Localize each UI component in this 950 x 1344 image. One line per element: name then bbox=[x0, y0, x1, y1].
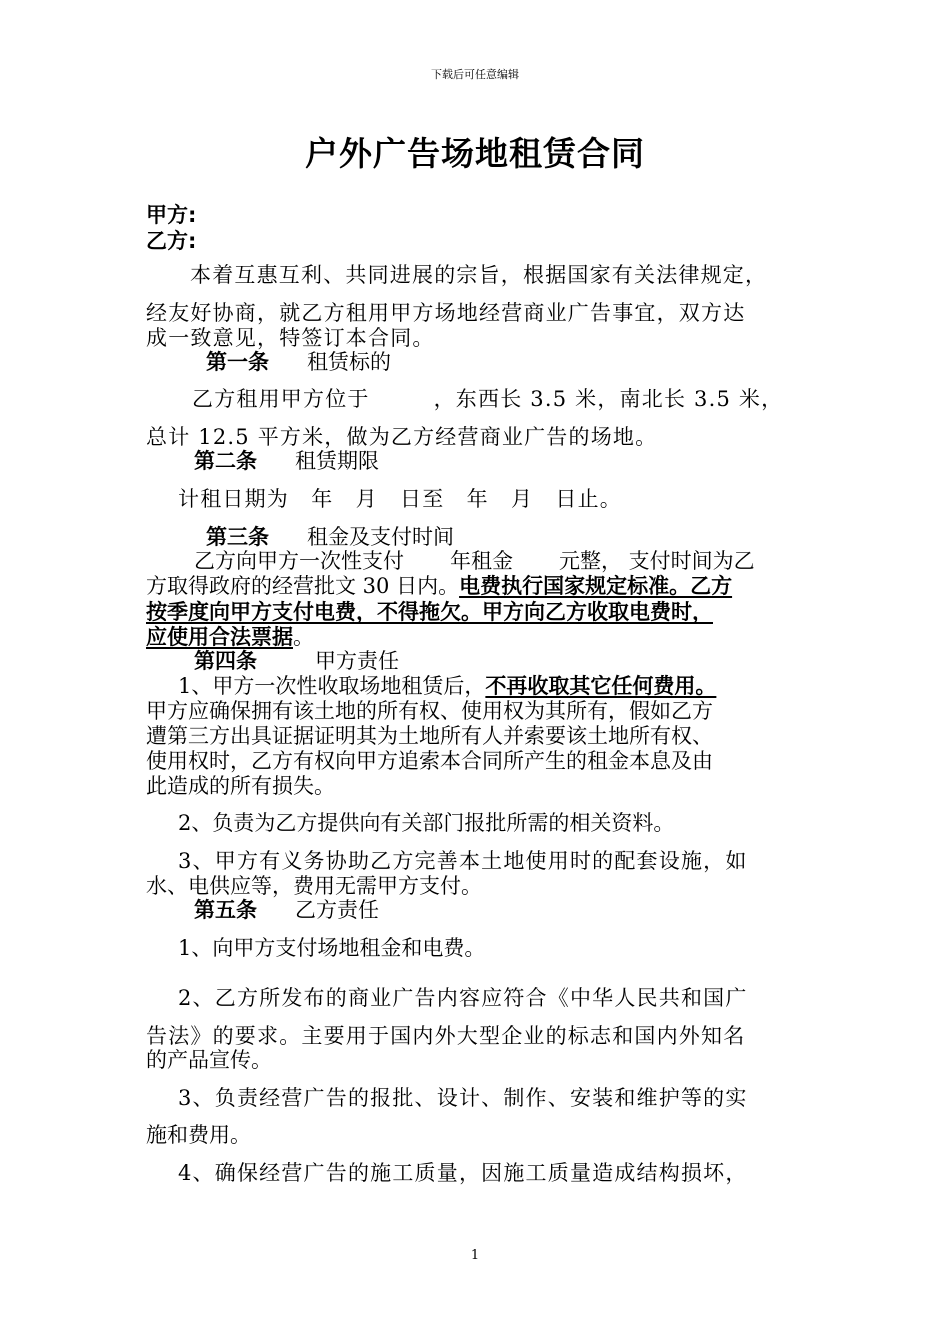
party-a-label: 甲方: bbox=[146, 203, 197, 227]
article-name: 租金及支付时间 bbox=[307, 525, 454, 549]
article-3-line bbox=[146, 573, 732, 599]
article-name: 乙方责任 bbox=[295, 898, 379, 922]
article-5-line: 的产品宣传。 bbox=[146, 1048, 272, 1072]
page-header: 下载后可任意编辑 bbox=[431, 68, 519, 81]
article-number: 第一条 bbox=[206, 349, 269, 374]
article-name: 租赁标的 bbox=[307, 350, 391, 374]
text-span: 。 bbox=[293, 625, 314, 649]
article-5-line: 4、确保经营广告的施工质量，因施工质量造成结构损坏， bbox=[178, 1161, 748, 1185]
article-2-heading bbox=[194, 448, 379, 474]
article-3-underlined-line: 按季度向甲方支付电费，不得拖欠。甲方向乙方收取电费时， bbox=[146, 599, 713, 624]
page-number: 1 bbox=[470, 1248, 480, 1263]
contract-title: 户外广告场地租赁合同 bbox=[305, 134, 645, 173]
article-number: 第二条 bbox=[194, 448, 257, 473]
article-5-line: 1、向甲方支付场地租金和电费。 bbox=[178, 936, 486, 960]
article-4-line: 使用权时，乙方有权向甲方追索本合同所产生的租金本息及由 bbox=[146, 749, 713, 773]
text-span: 支付时间为乙 bbox=[622, 549, 755, 573]
article-1-heading bbox=[206, 349, 391, 375]
article-3-line bbox=[194, 548, 755, 574]
article-5-line: 施和费用。 bbox=[146, 1123, 251, 1147]
underlined-text: 不再收取其它任何费用。 bbox=[485, 673, 717, 698]
article-5-line: 3、负责经营广告的报批、设计、制作、安装和维护等的实 bbox=[178, 1086, 748, 1110]
article-5-line: 2、乙方所发布的商业广告内容应符合《中华人民共和国广 bbox=[178, 986, 748, 1010]
article-4-line bbox=[178, 673, 716, 699]
article-1-line: 总计 12.5 平方米，做为乙方经营商业广告的场地。 bbox=[146, 425, 658, 449]
article-number: 第四条 bbox=[194, 648, 257, 673]
text-span: 乙方向甲方一次性支付 bbox=[194, 549, 404, 573]
article-4-line: 2、负责为乙方提供向有关部门报批所需的相关资料。 bbox=[178, 811, 675, 835]
article-4-heading bbox=[194, 648, 399, 674]
article-5-line: 告法》的要求。主要用于国内外大型企业的标志和国内外知名 bbox=[146, 1024, 746, 1048]
preamble-line: 经友好协商，就乙方租用甲方场地经营商业广告事宜，双方达 bbox=[146, 301, 746, 325]
underlined-text: 应使用合法票据 bbox=[146, 624, 293, 649]
article-name: 甲方责任 bbox=[315, 649, 399, 673]
article-4-line: 遭第三方出具证据证明其为土地所有人并索要该土地所有权、 bbox=[146, 724, 713, 748]
article-2-line: 计租日期为 年 月 日至 年 月 日止。 bbox=[178, 487, 622, 511]
text-span: 年租金 bbox=[450, 549, 513, 573]
article-number: 第五条 bbox=[194, 897, 257, 922]
article-name: 租赁期限 bbox=[295, 449, 379, 473]
preamble-line: 成一致意见，特签订本合同。 bbox=[146, 326, 435, 350]
article-4-line: 此造成的所有损失。 bbox=[146, 774, 335, 798]
party-b-label: 乙方: bbox=[146, 229, 197, 253]
preamble-line: 本着互惠互利、共同进展的宗旨，根据国家有关法律规定， bbox=[190, 263, 768, 287]
article-3-line bbox=[146, 624, 314, 650]
article-3-heading bbox=[206, 524, 454, 550]
text-span: 乙方租用甲方位于 bbox=[192, 387, 370, 411]
text-span: 方取得政府的经营批文 30 日内。 bbox=[146, 574, 460, 598]
text-span: ，东西长 3.5 米，南北长 3.5 米， bbox=[433, 387, 784, 411]
article-4-line: 3、甲方有义务协助乙方完善本土地使用时的配套设施，如 bbox=[178, 849, 748, 873]
article-1-line bbox=[192, 386, 783, 412]
text-span: 1、甲方一次性收取场地租赁后， bbox=[178, 674, 486, 698]
text-span: 元整， bbox=[559, 549, 622, 573]
article-number: 第三条 bbox=[206, 524, 269, 549]
underlined-text: 电费执行国家规定标准。乙方 bbox=[459, 573, 733, 598]
article-4-line: 甲方应确保拥有该土地的所有权、使用权为其所有，假如乙方 bbox=[146, 699, 713, 723]
article-4-line: 水、电供应等，费用无需甲方支付。 bbox=[146, 874, 482, 898]
article-5-heading bbox=[194, 897, 379, 923]
